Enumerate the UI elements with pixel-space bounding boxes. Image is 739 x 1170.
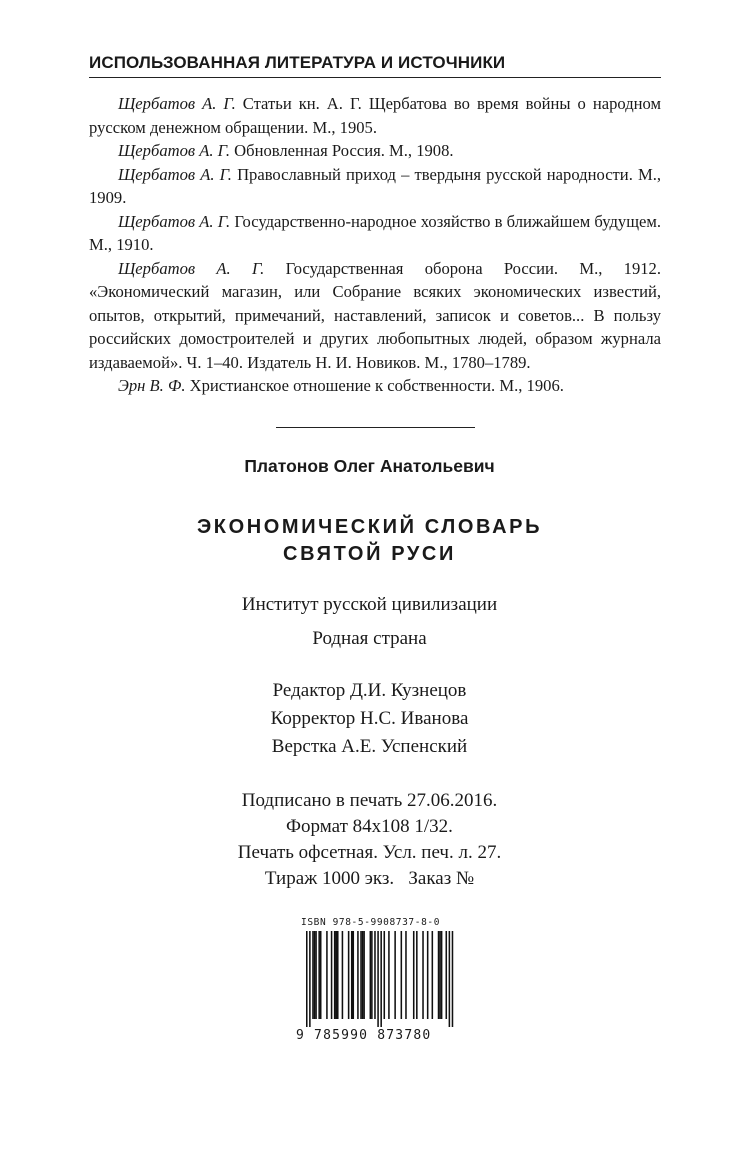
entry-author: Щербатов А. Г.: [118, 211, 231, 231]
barcode-bar: [309, 931, 311, 1027]
barcode-bar: [432, 931, 434, 1019]
entry-author: Щербатов А. Г.: [118, 141, 231, 160]
barcode-bar: [439, 931, 441, 1019]
barcode-bar: [394, 931, 396, 1019]
barcode-bar: [377, 931, 379, 1027]
barcode-bar: [438, 931, 440, 1019]
barcode-bar: [422, 931, 424, 1019]
barcode-bar: [315, 931, 317, 1019]
bibliography-entry: [89, 92, 661, 139]
imprint-block: [0, 788, 739, 892]
bibliography-entry: [89, 163, 661, 210]
barcode-bar: [334, 931, 336, 1019]
section-divider: [276, 427, 475, 428]
barcode-bar: [416, 931, 418, 1019]
entry-author: Щербатов А. Г.: [118, 164, 232, 184]
barcode-bar: [374, 931, 376, 1019]
barcode-bar: [348, 931, 350, 1019]
entry-author: Щербатов А. Г.: [118, 94, 236, 113]
book-title-line: СВЯТОЙ РУСИ: [283, 543, 456, 565]
barcode-bar: [380, 931, 382, 1027]
barcode-bar: [362, 931, 364, 1019]
barcode-bar: [384, 931, 386, 1019]
barcode-bar: [360, 931, 362, 1019]
bibliography: [89, 92, 661, 398]
barcode-bar: [331, 931, 333, 1019]
barcode-bar: [401, 931, 403, 1019]
entry-text: Христианское отношение к собственности. М., 1906.: [185, 376, 564, 395]
barcode-bar: [370, 931, 372, 1019]
isbn-label: ISBN 978-5-9908737-8-0: [301, 917, 441, 928]
credit-editor: Редактор Д.И. Кузнецов: [272, 680, 467, 701]
barcode-bar: [314, 931, 316, 1019]
imprint-run: Тираж 1000 экз. Заказ №: [264, 868, 475, 889]
barcode-bars: [296, 931, 456, 1031]
credit-layout: Верстка А.Е. Успенский: [271, 736, 468, 757]
barcode-bar: [405, 931, 407, 1019]
imprint-format: Формат 84x108 1/32.: [286, 816, 453, 837]
barcode-bar: [326, 931, 328, 1019]
barcode-bar: [337, 931, 339, 1019]
imprint-signed: Подписано в печать 27.06.2016.: [241, 790, 498, 811]
barcode-bar: [427, 931, 429, 1019]
barcode-bar: [452, 931, 454, 1027]
barcode-bar: [357, 931, 359, 1019]
bibliography-entry: [89, 257, 661, 375]
entry-text: Обновленная Россия. М., 1908.: [230, 141, 454, 160]
bibliography-entry: [89, 210, 661, 257]
entry-author: Щербатов А. Г.: [118, 258, 265, 278]
book-title-line: ЭКОНОМИЧЕСКИЙ СЛОВАРЬ: [196, 516, 543, 538]
barcode-bar: [320, 931, 322, 1019]
entry-text: Государственно-народное хозяйство в ближайшем будущем. М., 1910.: [89, 211, 662, 254]
barcode-bar: [335, 931, 337, 1019]
entry-author: Эрн В. Ф.: [118, 376, 186, 395]
publisher-name: Институт русской цивилизации: [241, 594, 498, 615]
barcode-bar: [413, 931, 415, 1019]
credit-proofreader: Корректор Н.С. Иванова: [270, 708, 469, 729]
barcode-bar: [312, 931, 314, 1019]
publisher-imprint: Родная страна: [312, 628, 427, 649]
entry-text: Статьи кн. А. Г. Щербатова во время войны о народном русском денежном обращении. М., 1905.: [89, 94, 662, 137]
barcode-bar: [441, 931, 443, 1019]
book-author: Платонов Олег Анатольевич: [244, 456, 495, 476]
barcode-bar: [449, 931, 451, 1027]
barcode-bar: [306, 931, 308, 1027]
imprint-print: Печать офсетная. Усл. печ. л. 27.: [237, 842, 502, 863]
barcode-bar: [342, 931, 344, 1019]
isbn-barcode: [296, 917, 456, 1047]
bibliography-entry: [89, 139, 661, 163]
barcode-bar: [353, 931, 355, 1019]
barcode-bar: [363, 931, 365, 1019]
barcode-bar: [351, 931, 353, 1019]
entry-text: Православный приход – твердыня русской народности. М., 1909.: [89, 164, 662, 207]
barcode-bar: [388, 931, 390, 1019]
barcode-bar: [446, 931, 448, 1019]
running-head: ИСПОЛЬЗОВАННАЯ ЛИТЕРАТУРА И ИСТОЧНИКИ: [89, 52, 661, 78]
barcode-bar: [371, 931, 373, 1019]
book-title: [0, 514, 739, 568]
ean-digits: 9 785990 873780: [296, 1028, 432, 1043]
entry-text: Государственная оборона России. М., 1912. «Экономический магазин, или Собрание всяких экономических известий, опытов, открытий, примечаний, наставлений, записок и советов... В пользу российских домостроителей и других любопытных людей, образом журнала издаваемой». Ч. 1–40. Издатель Н. И. Новиков. М., 1780–1789.: [89, 258, 661, 372]
publisher-block: [0, 588, 739, 656]
barcode-bar: [318, 931, 320, 1019]
credits-block: [0, 677, 739, 761]
bibliography-entry: [89, 374, 661, 398]
